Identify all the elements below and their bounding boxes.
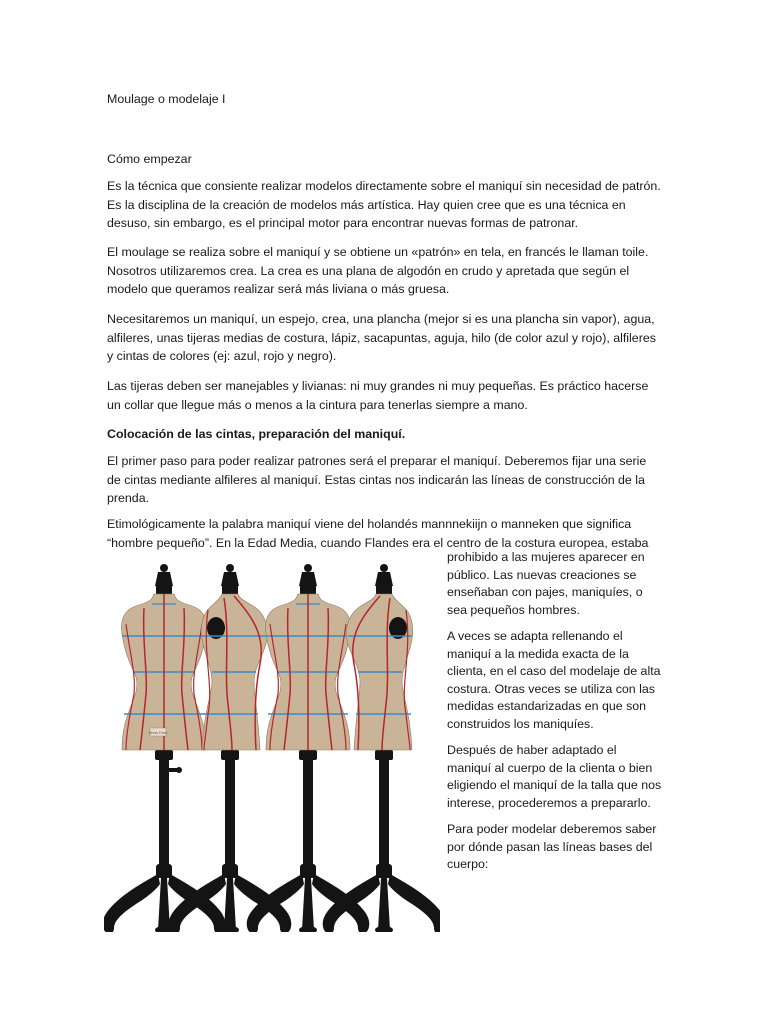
dress-form-tag: Dress Form xyxy=(148,731,168,735)
paragraph-4: Las tijeras deben ser manejables y livianas: ni muy grandes ni muy pequeñas. Es práctico hacerse un collar que llegue más o menos a la cintura para tenerlas siempre a mano. xyxy=(107,379,649,412)
dress-form-mannequins-icon xyxy=(104,560,440,932)
paragraph-3: Necesitaremos un maniquí, un espejo, crea, una plancha (mejor si es una plancha sin vapor), agua, alfileres, unas tijeras medias de costura, lápiz, sacapuntas, aguja, hilo (de color azul y rojo), alfileres y cintas de colores (ej: azul, rojo y negro). xyxy=(107,312,656,363)
section-paragraph-2: Etimológicamente la palabra maniquí viene del holandés mannnekiijn o manneken que significa “hombre pequeño”. En la Edad Media, cuando Flandes era el centro de la costura europea, estaba xyxy=(107,517,649,550)
column-paragraph-3: Después de haber adaptado el maniquí al cuerpo de la clienta o bien eligiendo el maniquí de la talla que nos interese, procederemos a prepararlo. xyxy=(447,743,662,810)
paragraph-2: El moulage se realiza sobre el maniquí y se obtiene un «patrón» en tela, en francés le llaman toile. Nosotros utilizaremos crea. La crea es una plana de algodón en crudo y apretada que según el modelo que queramos realizar será más liviana o más gruesa. xyxy=(107,245,649,296)
subtitle: Cómo empezar xyxy=(107,152,192,166)
paragraph-1: Es la técnica que consiente realizar modelos directamente sobre el maniquí sin necesidad de patrón. Es la disciplina de la creación de modelos más artística. Hay quien cree que es una técnica en desuso, sin embargo, es el principal motor para encontrar nuevas formas de patronar. xyxy=(107,179,661,230)
right-column xyxy=(447,549,663,883)
column-paragraph-1: prohibido a las mujeres aparecer en público. Las nuevas creaciones se enseñaban con pajes, maniquíes, o sea pequeños hombres. xyxy=(447,550,645,617)
column-paragraph-2: A veces se adapta rellenando el maniquí a la medida exacta de la clienta, en el caso del modelaje de alta costura. Otras veces se utiliza con las medidas estandarizadas en que son construidos los maniquíes. xyxy=(447,629,661,731)
column-paragraph-4: Para poder modelar deberemos saber por dónde pasan las líneas bases del cuerpo: xyxy=(447,822,657,871)
document-title: Moulage o modelaje I xyxy=(107,92,226,106)
section-paragraph-1: El primer paso para poder realizar patrones será el preparar el maniquí. Deberemos fijar una serie de cintas mediante alfileres al maniquí. Estas cintas nos indicarán las líneas de construcción de la prenda. xyxy=(107,454,647,505)
section-heading: Colocación de las cintas, preparación del maniquí. xyxy=(107,427,406,441)
